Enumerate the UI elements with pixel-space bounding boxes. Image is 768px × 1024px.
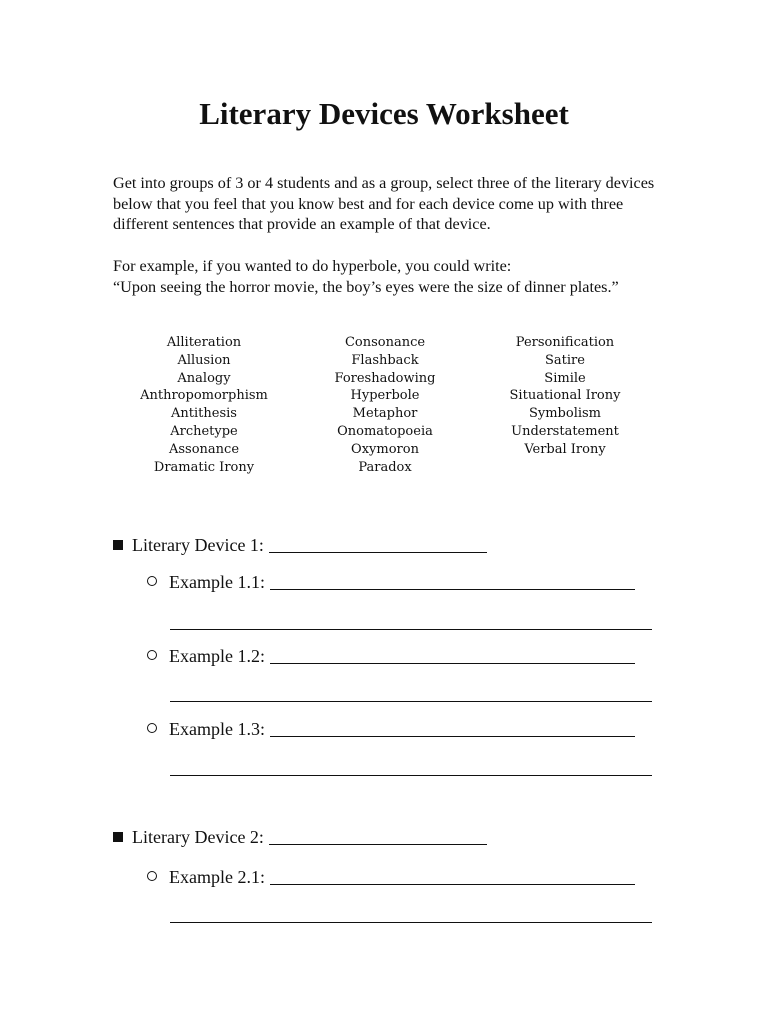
circle-bullet-icon (147, 723, 157, 733)
device-list-column-3 (465, 334, 665, 459)
device-item: Anthropomorphism (140, 388, 268, 404)
device-item: Dramatic Irony (153, 459, 255, 475)
device-item: Understatement (511, 423, 619, 439)
literary-device-1-blank[interactable] (269, 536, 487, 553)
device-item: Metaphor (352, 406, 418, 422)
example-1-2-row (147, 644, 635, 668)
example-1-3-row (147, 717, 635, 741)
circle-bullet-icon (147, 871, 157, 881)
device-item: Paradox (358, 459, 412, 475)
square-bullet-icon (113, 540, 123, 550)
device-item: Analogy (177, 370, 231, 386)
device-item: Foreshadowing (334, 370, 436, 386)
device-item: Situational Irony (509, 388, 621, 404)
literary-device-2-row (113, 825, 487, 849)
example-intro-line: For example, if you wanted to do hyperbole, you could write: (113, 257, 512, 275)
circle-bullet-icon (147, 576, 157, 586)
device-item: Hyperbole (350, 388, 420, 404)
device-item: Flashback (351, 352, 419, 368)
device-item: Allusion (177, 352, 231, 368)
device-item: Simile (544, 370, 586, 386)
literary-device-1-row (113, 533, 487, 557)
example-1-2-blank[interactable] (270, 647, 635, 664)
device-list-column-1 (104, 334, 304, 476)
example-label: Example 1.3: (169, 719, 265, 739)
example-2-1-row (147, 865, 635, 889)
example-1-1-continuation-line[interactable] (170, 629, 652, 630)
device-item: Satire (545, 352, 585, 368)
example-1-2-continuation-line[interactable] (170, 701, 652, 702)
example-1-1-blank[interactable] (270, 573, 635, 590)
example-label: Example 2.1: (169, 867, 265, 887)
device-item: Consonance (344, 335, 426, 350)
device-item: Symbolism (528, 406, 602, 422)
example-2-1-continuation-line[interactable] (170, 922, 652, 923)
example-1-1-row (147, 570, 635, 594)
device-item: Oxymoron (351, 441, 419, 457)
literary-device-2-blank[interactable] (269, 828, 487, 845)
device-list-column-2 (285, 334, 485, 476)
device-item: Personification (515, 335, 615, 350)
device-item: Verbal Irony (524, 441, 606, 457)
example-label: Example 1.1: (169, 572, 265, 592)
literary-device-label: Literary Device 1: (132, 535, 264, 555)
instructions-paragraph: Get into groups of 3 or 4 students and as a group, select three of the literary devices below that you feel that you know best and for each device come up with three different sentences that provide an example of that device. (113, 174, 655, 233)
example-label: Example 1.2: (169, 646, 265, 666)
device-item: Onomatopoeia (337, 423, 433, 439)
square-bullet-icon (113, 832, 123, 842)
example-quote: “Upon seeing the horror movie, the boy’s eyes were the size of dinner plates.” (113, 277, 619, 296)
device-item: Antithesis (171, 406, 237, 422)
device-item: Alliteration (166, 335, 242, 350)
example-paragraph (113, 256, 658, 297)
example-1-3-blank[interactable] (270, 720, 635, 737)
example-1-3-continuation-line[interactable] (170, 775, 652, 776)
device-item: Assonance (168, 441, 240, 457)
page-title: Literary Devices Worksheet (199, 96, 569, 131)
literary-device-label: Literary Device 2: (132, 827, 264, 847)
example-2-1-blank[interactable] (270, 868, 635, 885)
device-item: Archetype (170, 423, 238, 439)
circle-bullet-icon (147, 650, 157, 660)
